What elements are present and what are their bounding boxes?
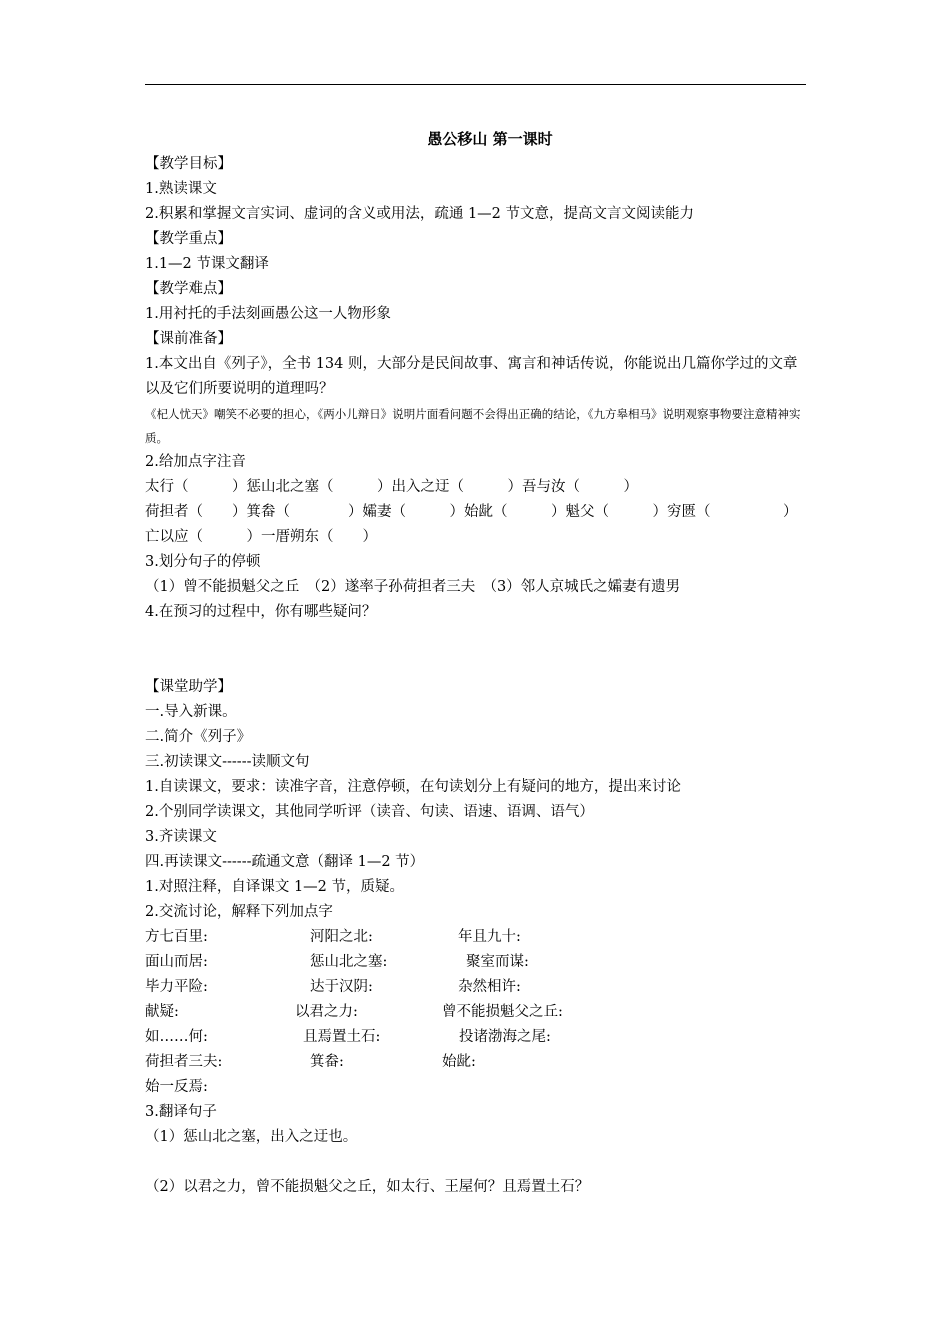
spacer — [145, 1150, 815, 1175]
prep-question-3: 3.划分句子的停顿 — [145, 554, 261, 570]
difficulty-heading: 【教学难点】 — [145, 281, 232, 297]
translate-sentence: （2）以君之力，曾不能损魁父之丘，如太行、王屋何？且焉置土石？ — [145, 1179, 590, 1195]
prep-question-2: 2.给加点字注音 — [145, 454, 246, 470]
step-item: 三.初读课文------读顺文句 — [145, 754, 310, 770]
document-body — [145, 126, 815, 1200]
spacer — [145, 625, 815, 675]
vocab-item: 如……何: — [145, 1029, 208, 1045]
vocab-row — [145, 1075, 815, 1100]
vocab-item: 始龀: — [442, 1054, 476, 1070]
vocab-item: 且焉置土石: — [303, 1029, 381, 1045]
goal-item: 2.积累和掌握文言实词、虚词的含义或用法，疏通 1—2 节文意，提高文言文阅读能力 — [145, 206, 695, 222]
vocab-item: 达于汉阴: — [310, 979, 373, 995]
vocab-item: 方七百里: — [145, 929, 208, 945]
vocab-item: 年且九十: — [458, 929, 521, 945]
step-item: 一.导入新课。 — [145, 704, 237, 720]
step-subitem: 2.交流讨论，解释下列加点字 — [145, 904, 333, 920]
vocab-item: 面山而居: — [145, 954, 208, 970]
class-heading: 【课堂助学】 — [145, 679, 232, 695]
vocab-item: 曾不能损魁父之丘: — [442, 1004, 563, 1020]
vocab-row — [145, 1000, 815, 1025]
difficulty-item: 1.用衬托的手法刻画愚公这一人物形象 — [145, 306, 391, 322]
vocab-row — [145, 950, 815, 975]
vocab-item: 惩山北之塞: — [310, 954, 388, 970]
step-subitem: 2.个别同学读课文，其他同学听评（读音、句读、语速、语调、语气） — [145, 804, 594, 820]
step-subitem: 1.自读课文，要求：读准字音，注意停顿，在句读划分上有疑问的地方，提出来讨论 — [145, 779, 681, 795]
step-item: 四.再读课文------疏通文意（翻译 1—2 节） — [145, 854, 425, 870]
step-subitem: 3.翻译句子 — [145, 1104, 217, 1120]
step-item: 二.简介《列子》 — [145, 729, 252, 745]
vocab-item: 箕畚: — [310, 1054, 344, 1070]
vocab-item: 河阳之北: — [310, 929, 373, 945]
vocab-item: 献疑: — [145, 1004, 179, 1020]
goals-heading: 【教学目标】 — [145, 156, 232, 172]
focus-item: 1.1—2 节课文翻译 — [145, 256, 269, 272]
pinyin-line: 太行（ ）惩山北之塞（ ）出入之迂（ ）吾与汝（ ） — [145, 479, 638, 495]
vocab-item: 荷担者三夫: — [145, 1054, 223, 1070]
vocab-item: 毕力平险: — [145, 979, 208, 995]
prep-answer-1: 《杞人忧天》嘲笑不必要的担心，《两小儿辩日》说明片面看问题不会得出正确的结论，《九方皋相马》说明观察事物要注意精神实质。 — [145, 407, 801, 445]
vocab-row — [145, 975, 815, 1000]
focus-heading: 【教学重点】 — [145, 231, 232, 247]
vocab-row — [145, 925, 815, 950]
vocab-row — [145, 1050, 815, 1075]
step-subitem: 1.对照注释，自译课文 1—2 节，质疑。 — [145, 879, 405, 895]
page-title: 愚公移山 第一课时 — [427, 130, 553, 148]
header-rule — [145, 84, 806, 85]
step-subitem: 3.齐读课文 — [145, 829, 217, 845]
prep-heading: 【课前准备】 — [145, 331, 232, 347]
prep-question-4: 4.在预习的过程中，你有哪些疑问？ — [145, 604, 377, 620]
vocab-row — [145, 1025, 815, 1050]
pinyin-line: 荷担者（ ）箕畚（ ）孀妻（ ）始龀（ ）魁父（ ）穷匮（ ） — [145, 504, 798, 520]
prep-question-1: 1.本文出自《列子》，全书 134 则，大部分是民间故事、寓言和神话传说，你能说出几篇你学过的文章以及它们所要说明的道理吗？ — [145, 356, 798, 397]
vocab-item: 杂然相许: — [458, 979, 521, 995]
vocab-item: 投诸渤海之尾: — [459, 1029, 551, 1045]
vocab-item: 以君之力: — [295, 1004, 358, 1020]
vocab-item: 聚室而谋: — [466, 954, 529, 970]
vocab-item: 始一反焉: — [145, 1079, 208, 1095]
pinyin-line: 亡以应（ ）一厝朔东（ ） — [145, 529, 377, 545]
translate-sentence: （1）惩山北之塞，出入之迂也。 — [145, 1129, 358, 1145]
pause-sentences: （1）曾不能损魁父之丘 （2）遂率子孙荷担者三夫 （3）邻人京城氏之孀妻有遗男 — [145, 579, 681, 595]
goal-item: 1.熟读课文 — [145, 181, 217, 197]
